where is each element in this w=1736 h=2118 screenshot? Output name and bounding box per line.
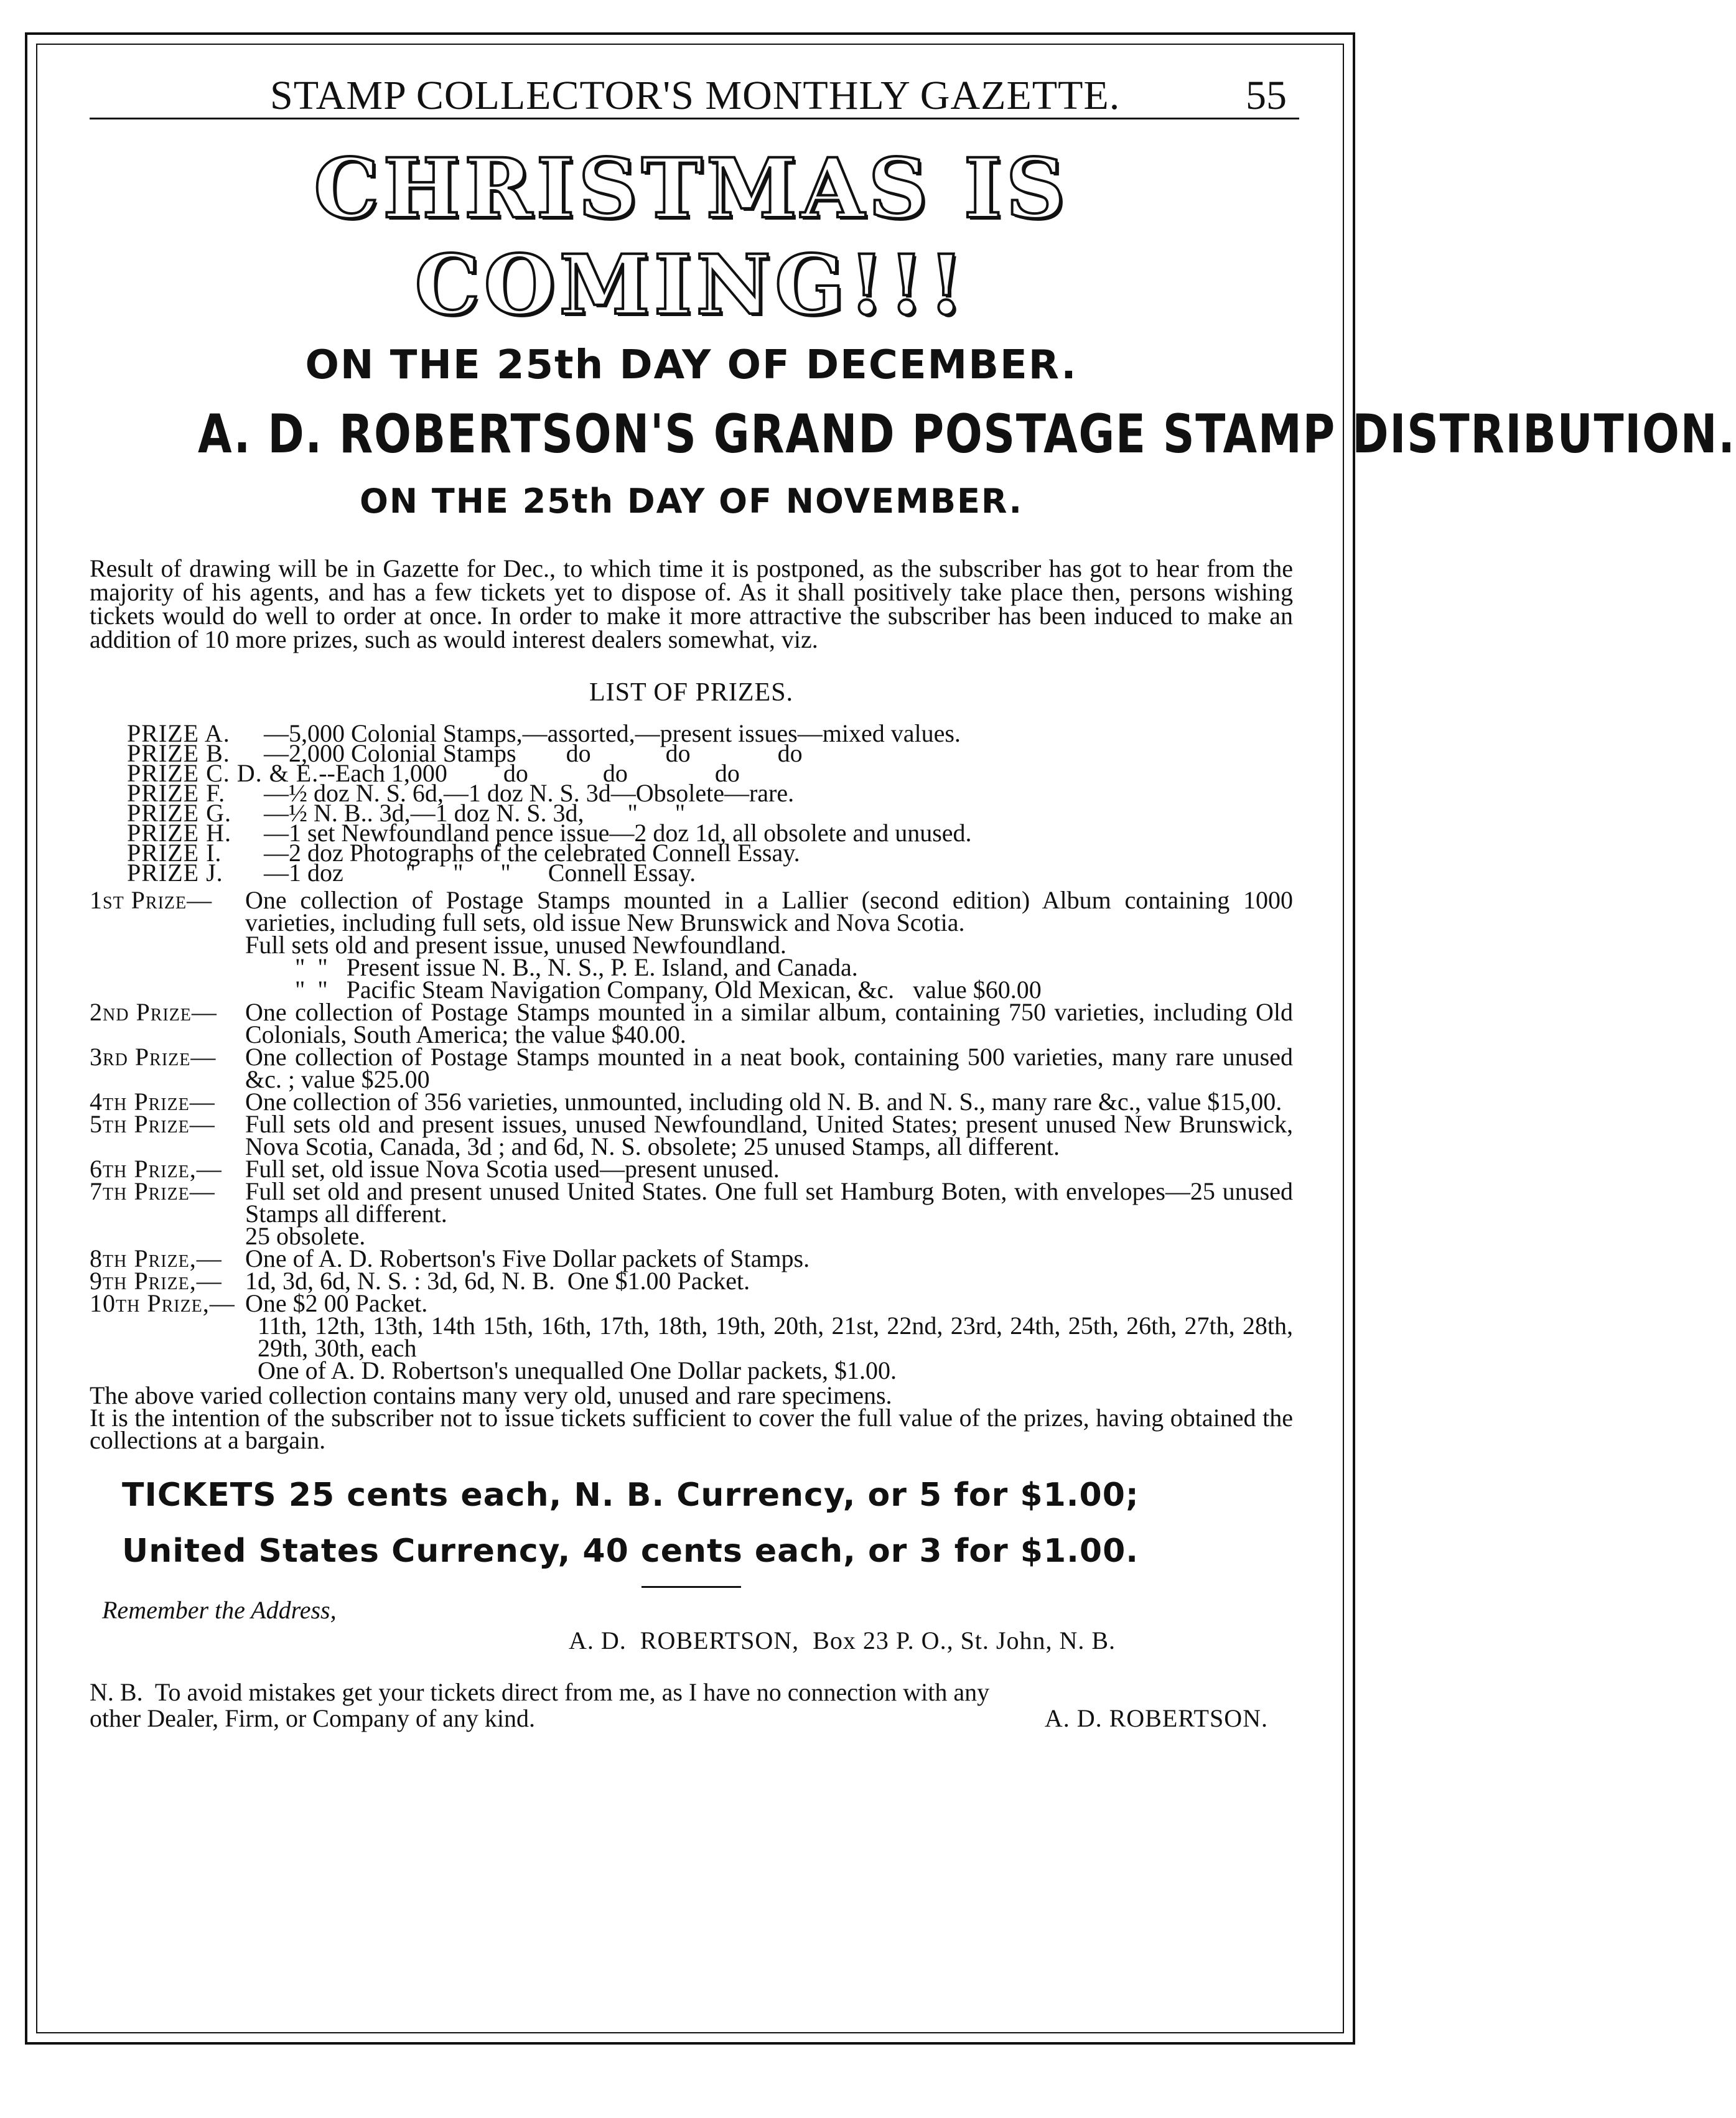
prize-text: —1 set Newfoundland pence issue—2 doz 1d, all obsolete and unused. [264, 819, 972, 847]
headline: CHRISTMAS IS COMING!!! [314, 141, 1069, 334]
rank-label: 5th Prize— [90, 1110, 215, 1138]
prize-text: —5,000 Colonial Stamps,—assorted,—present issues—mixed values. [264, 719, 961, 747]
rank-continuation: 11th, 12th, 13th, 14th 15th, 16th, 17th, 18th, 19th, 20th, 21st, 22nd, 23rd, 24th, 25th, 26th, 27th, 28th, 29th, 30th, each [258, 1312, 1293, 1362]
page-number: 55 [1246, 73, 1287, 118]
rank-text: Full sets old and present issues, unused Newfoundland, United States; present unused New Brunswick, Nova Scotia, Canada, 3d ; and 6d, N. S. obsolete; 25 unused Stamps, all different. [245, 1110, 1293, 1160]
nb-notice-end [90, 1704, 1293, 1733]
rank-text: One collection of Postage Stamps mounted in a similar album, containing 750 varieties, including Old Colonials, South America; the value $40.00. [245, 998, 1293, 1048]
rank-text: One collection of Postage Stamps mounted in a Lallier (second edition) Album containing 1000 varieties, including full sets, old issue New Brunswick and Nova Scotia. [245, 886, 1293, 936]
running-header [90, 45, 1299, 119]
prize-text: —1 doz " " " Connell Essay. [264, 859, 696, 887]
ranked-prize [90, 998, 1293, 1048]
prize-list [127, 719, 1293, 887]
prize-label: PRIZE F. [127, 779, 226, 807]
rank-continuation: " " Pacific Steam Navigation Company, Old Mexican, &c. value $60.00 [295, 976, 1042, 1004]
ticket-price-us: United States Currency, 40 cents each, or 3 for $1.00. [122, 1533, 1139, 1570]
subheading-december: ON THE 25th DAY OF DECEMBER. [305, 342, 1078, 388]
ranked-prize [90, 1110, 1293, 1160]
rank-text: One of A. D. Robertson's Five Dollar packets of Stamps. [245, 1244, 810, 1272]
rank-label: 6th Prize,— [90, 1155, 222, 1183]
closing-notes [90, 1381, 1293, 1454]
prize-text: —½ doz N. S. 6d,—1 doz N. S. 3d—Obsolete—rare. [264, 779, 795, 807]
rank-label: 8th Prize,— [90, 1244, 222, 1272]
prize-label: PRIZE A. [127, 719, 230, 747]
rank-label: 2nd Prize— [90, 998, 217, 1026]
rank-text: One collection of 356 varieties, unmounted, including old N. B. and N. S., many rare &c., value $15,00. [245, 1088, 1282, 1116]
prize-text: —½ N. B.. 3d,—1 doz N. S. 3d, " " [264, 799, 686, 827]
ranked-prize [90, 886, 1293, 936]
intro-paragraph: Result of drawing will be in Gazette for Dec., to which time it is postponed, as the subscriber has got to hear from the majority of his agents, and has a few tickets yet to dispose of. As it shall positively take place then, persons wishing tickets would do well to order at once. In order to make it more attractive the subscriber has been induced to make an addition of 10 more prizes, such as would interest dealers somewhat, viz. [90, 554, 1293, 653]
prize-label: PRIZE G. [127, 799, 231, 827]
prize-label: PRIZE H. [127, 819, 231, 847]
rank-continuation: Full sets old and present issue, unused Newfoundland. [245, 931, 786, 959]
rank-label: 10th Prize,— [90, 1289, 235, 1317]
page-border [25, 32, 1736, 2045]
nb-notice-tail: other Dealer, Firm, or Company of any kind. [90, 1704, 536, 1732]
prize-text: —2 doz Photographs of the celebrated Connell Essay. [264, 839, 800, 867]
journal-title: STAMP COLLECTOR'S MONTHLY GAZETTE. [270, 73, 1121, 118]
signature: A. D. ROBERTSON. [1044, 1704, 1268, 1732]
prize-text: --Each 1,000 do do do [319, 759, 740, 787]
prize-label: PRIZE C. D. & E. [127, 759, 319, 787]
rank-label: 3rd Prize— [90, 1043, 217, 1071]
content-frame [36, 44, 1736, 2033]
prize-text: —2,000 Colonial Stamps do do do [264, 739, 803, 767]
rank-continuation: " " Present issue N. B., N. S., P. E. Island, and Canada. [295, 953, 858, 981]
rank-text: Full set old and present unused United States. One full set Hamburg Boten, with envelopes—25 unused Stamps all different. [245, 1177, 1293, 1228]
nb-notice: N. B. To avoid mistakes get your tickets direct from me, as I have no connection with any [90, 1678, 990, 1706]
prize-label: PRIZE I. [127, 839, 222, 867]
ranked-prize [90, 1177, 1293, 1228]
remember-address: Remember the Address, [102, 1596, 337, 1624]
rank-text: Full set, old issue Nova Scotia used—present unused. [245, 1155, 780, 1183]
rank-continuation: 25 obsolete. [245, 1222, 366, 1250]
rank-text: One $2 00 Packet. [245, 1289, 428, 1317]
note-collection: The above varied collection contains many very old, unused and rare specimens. [90, 1381, 892, 1409]
ranked-prize [90, 1043, 1293, 1093]
address: A. D. ROBERTSON, Box 23 P. O., St. John, N. B. [569, 1626, 1116, 1654]
ticket-price-nb: TICKETS 25 cents each, N. B. Currency, or 5 for $1.00; [122, 1477, 1139, 1514]
rank-label: 7th Prize— [90, 1177, 215, 1205]
prize-label: PRIZE B. [127, 739, 230, 767]
ranked-prizes [90, 886, 1293, 1384]
distribution-heading: A. D. ROBERTSON'S GRAND POSTAGE STAMP DISTRIBUTION. [198, 403, 1736, 465]
divider [642, 1586, 741, 1588]
rank-label: 1st Prize— [90, 886, 213, 914]
prize-label: PRIZE J. [127, 859, 223, 887]
rank-label: 9th Prize,— [90, 1267, 222, 1295]
note-intention: It is the intention of the subscriber not to issue tickets sufficient to cover the full value of the prizes, having obtained the collections at a bargain. [90, 1404, 1293, 1454]
rank-label: 4th Prize— [90, 1088, 215, 1116]
subheading-november: ON THE 25th DAY OF NOVEMBER. [360, 482, 1023, 521]
rank-text: 1d, 3d, 6d, N. S. : 3d, 6d, N. B. One $1.00 Packet. [245, 1267, 750, 1295]
rank-text: One collection of Postage Stamps mounted in a neat book, containing 500 varieties, many rare unused &c. ; value $25.00 [245, 1043, 1293, 1093]
rank-continuation: One of A. D. Robertson's unequalled One Dollar packets, $1.00. [258, 1356, 897, 1384]
list-title: LIST OF PRIZES. [589, 678, 794, 707]
